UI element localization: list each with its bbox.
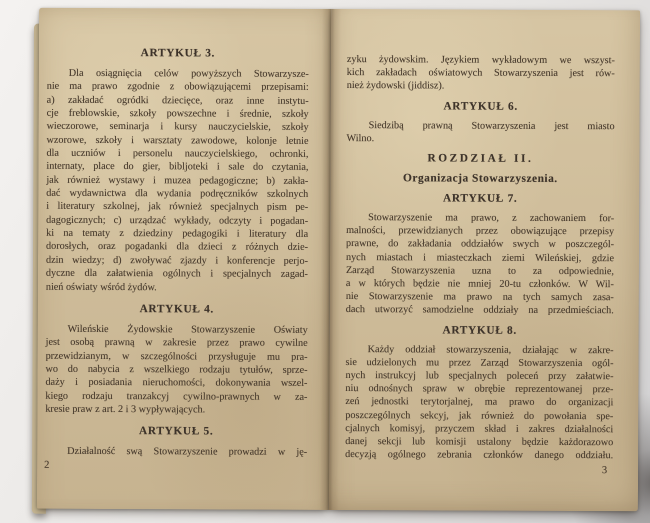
text-line: zyku żydowskim. Językiem wykładowym we wszyst- (346, 54, 615, 67)
text-line: niu odnośnych spraw w obrębie reprezentowanej prze- (345, 383, 614, 396)
article-heading: ARTYKUŁ 6. (443, 100, 518, 113)
page-left (37, 8, 331, 510)
text-line: Wilno. (346, 132, 375, 144)
text-line: i literatury szkolnej, jak również specjalnych pism pe- (46, 201, 309, 214)
text-line: Siedzibą prawną Stowarzyszenia jest miasto (368, 119, 615, 132)
text-line: nie Stowarzyszenie ma prawo na tych samych zasa- (345, 291, 614, 304)
chapter-subheading: Organizacja Stowarzyszenia. (403, 172, 558, 185)
text-line: przewidzianym, w szczególności przysługuje mu pra- (45, 350, 308, 363)
page-left-content (45, 38, 309, 460)
paragraph (45, 445, 307, 459)
text-line: poszczególnych sekcyj, jak również do powołania spe- (345, 409, 614, 422)
paragraph (346, 211, 614, 318)
text-line: Dla osiągnięcia celów powyższych Stowarzysze- (68, 67, 309, 80)
text-line: cje freblowskie, szkoły powszechne i średnie, szkoły (46, 107, 309, 120)
text-line: dagogicznych; c) urządzać wykłady, odczyty i pogadan- (46, 214, 309, 227)
text-line: jest osobą prawną w zakresie przez prawo cywilne (45, 336, 308, 350)
paragraph (345, 343, 614, 463)
text-line: Zarząd Stowarzyszenia uzna to za odpowiednie, (345, 264, 614, 278)
page-number-right: 3 (601, 465, 608, 477)
text-line: wo do nabycia z wszelkiego rodzaju tytułów, sprze- (45, 363, 308, 376)
center-fold (320, 9, 341, 510)
text-line: dzin wiedzy; d) zwoływać zjazdy i konferencje perjo- (45, 254, 309, 267)
open-booklet (37, 8, 640, 512)
text-line: nych miastach i miasteczkach ziemi Wileńskiej, gdzie (345, 251, 615, 264)
paragraph (46, 67, 309, 295)
text-line: prawne, do zakładania oddziałów swych w poszczegól- (346, 238, 615, 251)
text-line: Każdy oddział stowarzyszenia, działając w zakre- (367, 343, 614, 356)
text-line: Działalność swą Stowarzyszenie prowadzi w ję- (67, 446, 308, 459)
text-line: malności, przewidzianych przez obowiązujące przepisy (346, 225, 615, 238)
page-right (329, 9, 640, 511)
text-line: Wileńskie Żydowskie Stowarzyszenie Oświaty (67, 323, 308, 336)
text-line: nień oświaty wśród żydów. (45, 281, 157, 293)
chapter-heading: ROZDZIAŁ II. (427, 152, 534, 165)
text-line: dać wydawnictwa dla wydania podręczników szkolnych (46, 187, 309, 200)
text-line: dyczne dla załatwienia ogólnych i specjalnych zagad- (45, 267, 308, 281)
article-heading: ARTYKUŁ 5. (139, 425, 214, 438)
text-line: dla uczniów i personelu nauczycielskiego, ochronki, (46, 147, 309, 160)
paragraph (45, 323, 307, 418)
article-heading: ARTYKUŁ 3. (140, 47, 216, 60)
text-line: nież żydowski (jiddisz). (346, 80, 445, 92)
text-line: danej sekcji lub komisji ustalony będzie każdorazowo (345, 436, 614, 449)
text-line: daży i posiadania nieruchomości, dokonywania wszel- (45, 376, 308, 390)
text-line: cjalnych komisyj, przyczem skład i zakres działalności (345, 422, 614, 436)
text-line: kresie praw z art. 2 i 3 wypływających. (45, 403, 206, 416)
article-heading: ARTYKUŁ 7. (443, 192, 518, 205)
page-number-left: 2 (44, 459, 50, 471)
paragraph (346, 119, 614, 147)
text-line: decyzją ogólnego zebrania członków danego oddziału. (345, 449, 614, 462)
article-heading: ARTYKUŁ 4. (139, 302, 214, 316)
text-line: jak również wystawy i muzea pedagogiczne; b) zakła- (46, 174, 309, 187)
article-heading: ARTYKUŁ 8. (442, 324, 517, 337)
text-line: zeń jednostki terytorjalnej, ma prawo do organizacji (345, 396, 614, 409)
text-line: internaty, place do gier, bibljoteki i sale do czytania, (46, 161, 309, 174)
paragraph (347, 53, 615, 94)
text-line: sie udzielonych mu przez Zarząd Stowarzyszenia ogól- (345, 356, 614, 370)
text-line: dorosłych, oraz pogadanki dla dzieci z różnych dzie- (46, 241, 309, 254)
text-line: kiego rodzaju tranzakcyj cywilno-prawnych w za- (45, 390, 308, 403)
text-line: a) zakładać ogródki dziecięce, oraz inne instytu- (46, 94, 309, 107)
page-right-content (345, 53, 615, 463)
text-line: dach utworzyć samodzielne oddziały na przedmieściach. (345, 304, 614, 317)
text-line: nie ma prawo zgodnie z obowiązującemi przepisami: (46, 81, 309, 94)
text-line: wzorowe, szkoły i warsztaty zawodowe, kolonje letnie (46, 134, 309, 147)
text-line: a w których będzie nie mniej 20-tu członków. W Wil- (345, 278, 614, 291)
text-line: wieczorowe, seminarja i kursy nauczycielskie, szkoły (46, 121, 309, 134)
text-line: ki na tematy z dziedziny pedagogiki i literatury dla (46, 227, 309, 240)
text-line: nych instrukcyj lub specjalnych poleceń przy załatwie- (345, 370, 614, 383)
text-line: kich zakładach oświatowych Stowarzyszenia jest rów- (346, 67, 615, 80)
text-line: Stowarzyszenie ma prawo, z zachowaniem for- (368, 212, 615, 225)
